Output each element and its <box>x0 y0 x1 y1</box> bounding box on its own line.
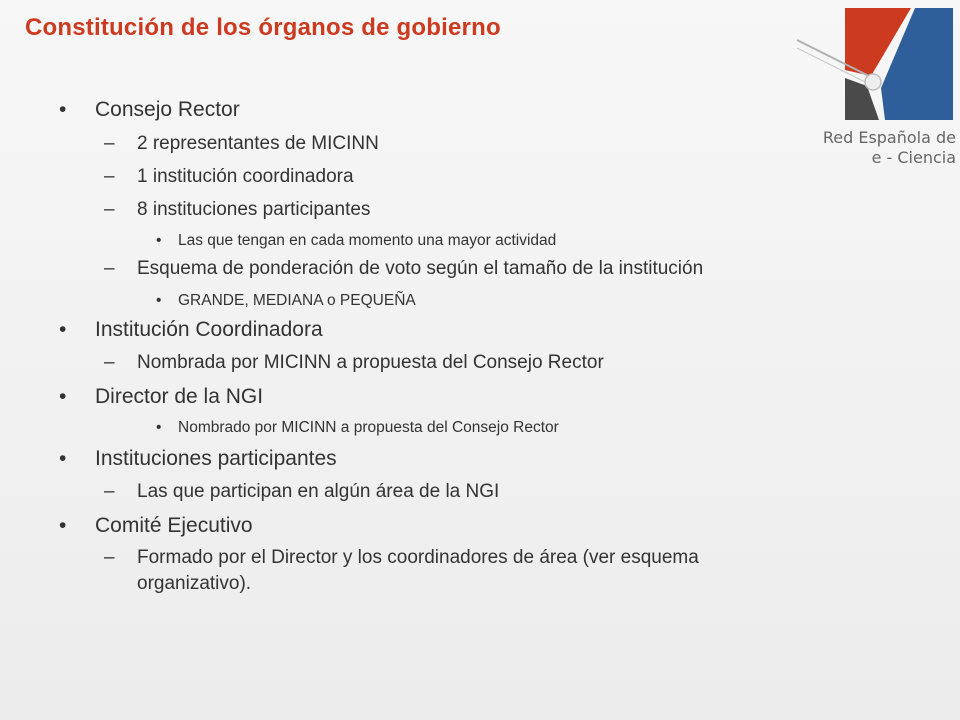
list-item-level-3: Nombrado por MICINN a propuesta del Consejo Rector <box>178 419 559 436</box>
dash-marker: – <box>104 547 115 568</box>
dash-marker: – <box>104 199 115 220</box>
dash-marker: – <box>104 481 115 502</box>
dash-marker: – <box>104 258 115 279</box>
list-item-level-2: Nombrada por MICINN a propuesta del Consejo Rector <box>137 352 604 373</box>
bullet-marker: • <box>156 292 162 309</box>
list-item-level-2: 1 institución coordinadora <box>137 166 354 187</box>
logo-line-2: e - Ciencia <box>871 148 956 167</box>
bullet-marker: • <box>59 318 67 341</box>
bullet-marker: • <box>59 447 67 470</box>
list-item-level-2: organizativo). <box>137 573 252 594</box>
dash-marker: – <box>104 133 115 154</box>
list-item-level-2: 8 instituciones participantes <box>137 199 371 220</box>
bullet-marker: • <box>59 514 67 537</box>
bullet-marker: • <box>59 385 67 408</box>
list-item-level-3: GRANDE, MEDIANA o PEQUEÑA <box>178 292 416 309</box>
bullet-marker: • <box>59 98 67 121</box>
dash-marker: – <box>104 166 115 187</box>
bullet-marker: • <box>156 419 162 436</box>
list-item-level-2: Esquema de ponderación de voto según el tamaño de la institución <box>137 258 704 279</box>
list-item-level-2: 2 representantes de MICINN <box>137 133 379 154</box>
list-item-level-3: Las que tengan en cada momento una mayor actividad <box>178 232 557 249</box>
list-item-level-2: Las que participan en algún área de la NGI <box>137 481 500 502</box>
slide-title: Constitución de los órganos de gobierno <box>25 14 501 41</box>
list-item-level-1: Comité Ejecutivo <box>95 514 253 537</box>
list-item-level-1: Instituciones participantes <box>95 447 337 470</box>
list-item-level-2: Formado por el Director y los coordinadores de área (ver esquema <box>137 547 699 568</box>
list-item-level-1: Director de la NGI <box>95 385 264 408</box>
list-item-level-1: Consejo Rector <box>95 98 240 121</box>
bullet-marker: • <box>156 232 162 249</box>
list-item-level-1: Institución Coordinadora <box>95 318 323 341</box>
dash-marker: – <box>104 352 115 373</box>
logo-line-1: Red Española de <box>822 128 956 147</box>
